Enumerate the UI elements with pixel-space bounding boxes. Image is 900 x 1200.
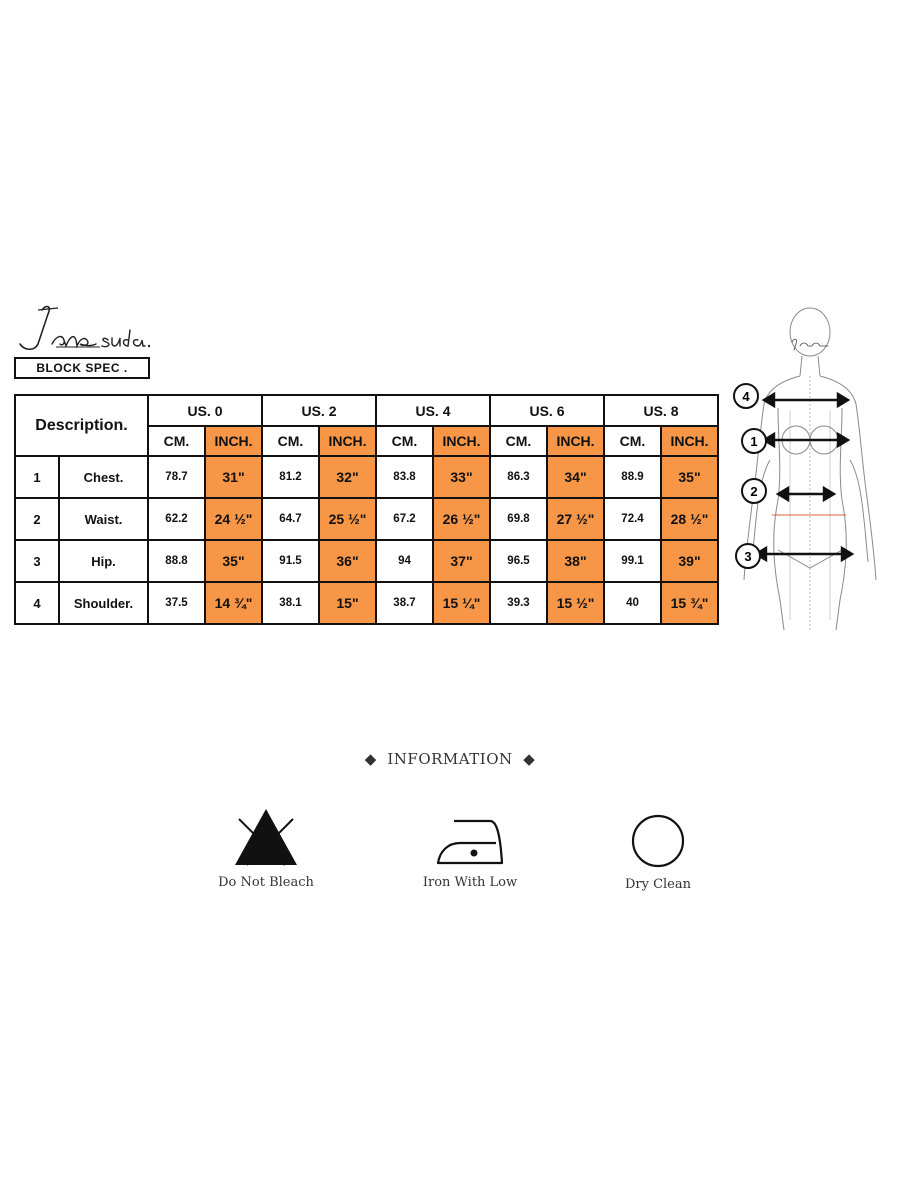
inch-value: 15 ¼" xyxy=(433,582,490,624)
inch-value: 15" xyxy=(319,582,376,624)
cm-value: 96.5 xyxy=(490,540,547,582)
cm-value: 69.8 xyxy=(490,498,547,540)
inch-value: 27 ½" xyxy=(547,498,604,540)
marker-4 xyxy=(734,384,758,408)
row-label: Shoulder. xyxy=(59,582,148,624)
table-row xyxy=(15,582,718,624)
inch-value: 34" xyxy=(547,456,604,498)
cm-value: 88.8 xyxy=(148,540,205,582)
care-item-iron-low xyxy=(400,811,540,890)
inch-value: 32" xyxy=(319,456,376,498)
inch-header: INCH. xyxy=(319,426,376,456)
cm-value: 99.1 xyxy=(604,540,661,582)
size-header: US. 2 xyxy=(262,395,376,426)
cm-header: CM. xyxy=(376,426,433,456)
cm-value: 78.7 xyxy=(148,456,205,498)
inch-value: 38" xyxy=(547,540,604,582)
size-header: US. 4 xyxy=(376,395,490,426)
dry-clean-icon xyxy=(628,811,688,871)
care-item-do-not-bleach xyxy=(196,805,336,890)
svg-text:1: 1 xyxy=(750,434,758,449)
cm-header: CM. xyxy=(262,426,319,456)
information-title: INFORMATION xyxy=(387,750,513,768)
inch-value: 36" xyxy=(319,540,376,582)
cm-value: 88.9 xyxy=(604,456,661,498)
inch-value: 37" xyxy=(433,540,490,582)
row-number: 2 xyxy=(15,498,59,540)
table-row xyxy=(15,498,718,540)
cm-value: 64.7 xyxy=(262,498,319,540)
do-not-bleach-icon xyxy=(231,805,301,869)
measure-arrow-3 xyxy=(756,548,852,560)
description-header: Description. xyxy=(15,395,148,456)
cm-header: CM. xyxy=(148,426,205,456)
cm-header: CM. xyxy=(604,426,661,456)
body-outline xyxy=(744,308,876,630)
inch-value: 14 ¾" xyxy=(205,582,262,624)
cm-value: 81.2 xyxy=(262,456,319,498)
inch-value: 28 ½" xyxy=(661,498,718,540)
inch-value: 24 ½" xyxy=(205,498,262,540)
cm-value: 40 xyxy=(604,582,661,624)
cm-value: 91.5 xyxy=(262,540,319,582)
svg-text:3: 3 xyxy=(744,549,752,564)
cm-value: 67.2 xyxy=(376,498,433,540)
cm-value: 37.5 xyxy=(148,582,205,624)
inch-header: INCH. xyxy=(547,426,604,456)
cm-value: 39.3 xyxy=(490,582,547,624)
cm-value: 72.4 xyxy=(604,498,661,540)
inch-header: INCH. xyxy=(661,426,718,456)
inch-value: 33" xyxy=(433,456,490,498)
cm-value: 62.2 xyxy=(148,498,205,540)
measure-arrow-4 xyxy=(764,394,848,406)
measure-arrow-2 xyxy=(778,488,834,500)
care-label: Do Not Bleach xyxy=(218,875,314,890)
inch-header: INCH. xyxy=(205,426,262,456)
row-number: 4 xyxy=(15,582,59,624)
marker-1 xyxy=(742,429,766,453)
inch-value: 26 ½" xyxy=(433,498,490,540)
row-number: 3 xyxy=(15,540,59,582)
care-item-dry-clean xyxy=(588,811,728,892)
cm-value: 83.8 xyxy=(376,456,433,498)
care-label: Dry Clean xyxy=(624,877,692,892)
size-header: US. 6 xyxy=(490,395,604,426)
row-label: Chest. xyxy=(59,456,148,498)
care-label: Iron With Low xyxy=(422,875,518,890)
row-number: 1 xyxy=(15,456,59,498)
cm-value: 38.1 xyxy=(262,582,319,624)
iron-low-icon xyxy=(434,811,506,869)
marker-3 xyxy=(736,544,760,568)
size-spec-table xyxy=(14,394,719,625)
row-label: Hip. xyxy=(59,540,148,582)
information-heading xyxy=(0,750,900,768)
measure-arrow-1 xyxy=(764,434,848,446)
inch-value: 15 ½" xyxy=(547,582,604,624)
head-logo xyxy=(792,339,828,350)
inch-header: INCH. xyxy=(433,426,490,456)
diamond-icon: ◆ xyxy=(364,750,377,768)
cm-value: 38.7 xyxy=(376,582,433,624)
inch-value: 39" xyxy=(661,540,718,582)
size-header: US. 0 xyxy=(148,395,262,426)
marker-2 xyxy=(742,479,766,503)
cm-value: 94 xyxy=(376,540,433,582)
inch-value: 31" xyxy=(205,456,262,498)
brand-logo xyxy=(16,300,166,352)
svg-text:2: 2 xyxy=(750,484,758,499)
inch-value: 15 ¾" xyxy=(661,582,718,624)
inch-value: 25 ½" xyxy=(319,498,376,540)
row-label: Waist. xyxy=(59,498,148,540)
cm-header: CM. xyxy=(490,426,547,456)
diamond-icon: ◆ xyxy=(523,750,536,768)
size-header: US. 8 xyxy=(604,395,718,426)
table-row xyxy=(15,456,718,498)
svg-text:4: 4 xyxy=(742,389,750,404)
table-row xyxy=(15,540,718,582)
cm-value: 86.3 xyxy=(490,456,547,498)
inch-value: 35" xyxy=(205,540,262,582)
block-spec-label: BLOCK SPEC . xyxy=(14,357,150,379)
inch-value: 35" xyxy=(661,456,718,498)
measurement-figure xyxy=(728,300,900,640)
